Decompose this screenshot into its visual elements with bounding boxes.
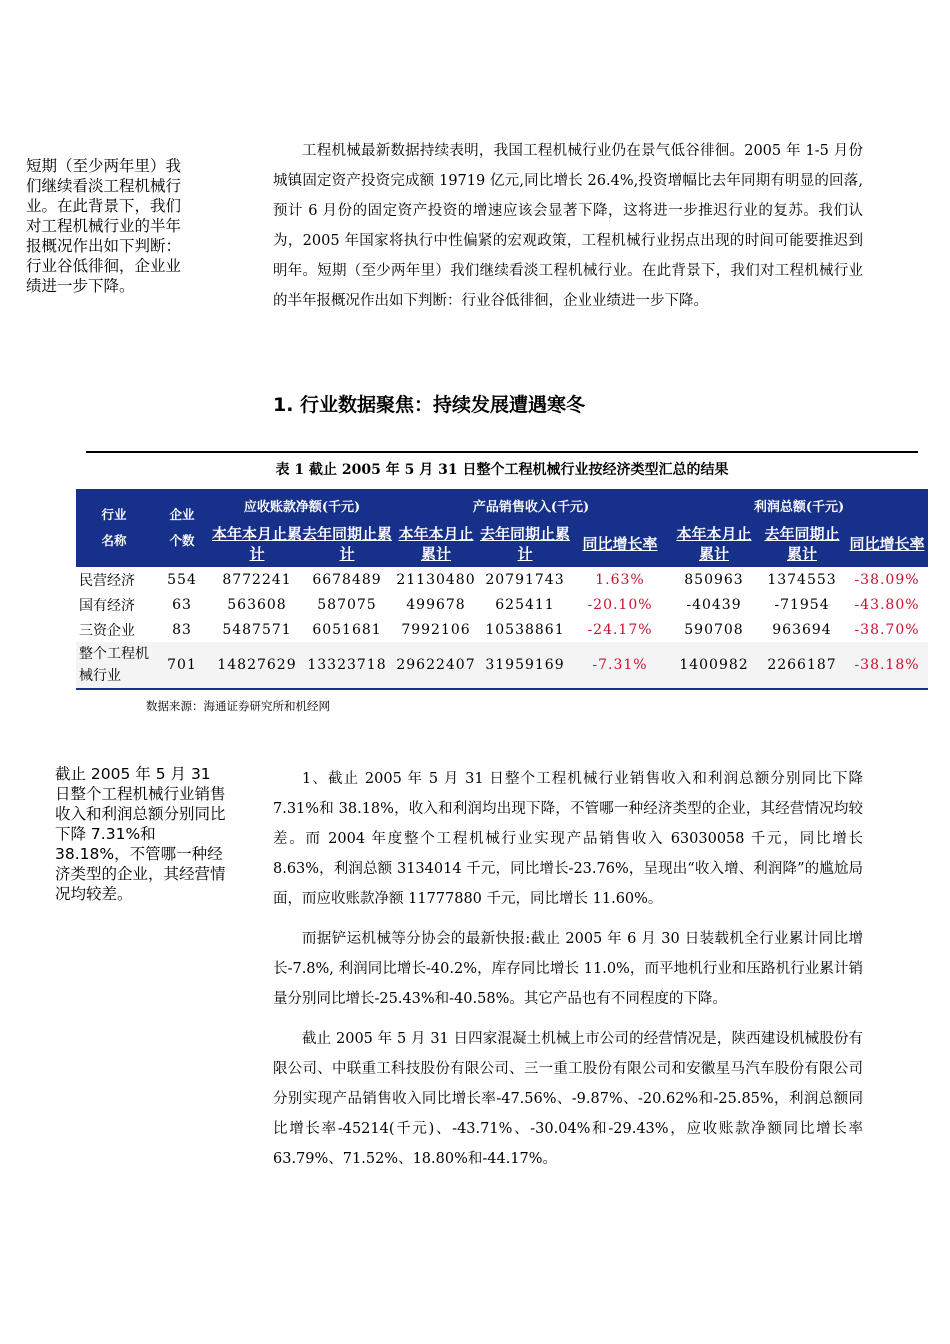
cell-count: 63 [172, 596, 192, 613]
cell-ar-current: 563608 [227, 596, 287, 613]
cell-profit-current: 590708 [684, 621, 744, 638]
cell-ar-current: 5487571 [222, 621, 292, 638]
table-row [76, 567, 928, 592]
cell-count: 554 [167, 571, 197, 588]
cell-sales-current: 499678 [406, 596, 466, 613]
cell-profit-yoy: -38.09% [854, 571, 920, 588]
header-sales-prior: 去年同期止累计 [480, 521, 570, 567]
table-row-total [76, 642, 928, 689]
cell-ar-current: 8772241 [222, 571, 292, 588]
cell-profit-current: -40439 [686, 596, 742, 613]
cell-ar-prior: 6678489 [312, 571, 382, 588]
cell-name: 国有经济 [79, 597, 135, 614]
header-sales-current: 本年本月止累计 [392, 521, 480, 567]
cell-name: 三资企业 [79, 622, 135, 639]
cell-profit-current: 850963 [684, 571, 744, 588]
table-source: 数据来源：海通证券研究所和机经网 [146, 699, 330, 713]
cell-name: 整个工程机械行业 [76, 642, 152, 689]
table-row [76, 592, 928, 617]
cell-name: 民营经济 [79, 572, 135, 589]
cell-profit-current: 1400982 [670, 642, 758, 689]
industry-summary-table [76, 489, 928, 690]
cell-profit-yoy: -38.18% [846, 642, 928, 689]
sidebar-summary-note: 短期（至少两年里）我们继续看淡工程机械行业。在此背景下，我们对工程机械行业的半年报概况作出如下判断：行业谷低徘徊，企业业绩进一步下降。 [26, 157, 182, 295]
cell-count: 701 [152, 642, 212, 689]
cell-ar-current: 14827629 [212, 642, 302, 689]
cell-profit-prior: 963694 [772, 621, 832, 638]
cell-sales-prior: 10538861 [485, 621, 565, 638]
cell-sales-yoy: -7.31% [570, 642, 670, 689]
cell-sales-current: 21130480 [396, 571, 476, 588]
cell-profit-yoy: -43.80% [854, 596, 920, 613]
header-profit-prior: 去年同期止累计 [758, 521, 846, 567]
cell-sales-prior: 31959169 [480, 642, 570, 689]
cell-profit-prior: 2266187 [758, 642, 846, 689]
table-header-row [76, 489, 928, 521]
cell-sales-yoy: -20.10% [587, 596, 653, 613]
intro-paragraph: 工程机械最新数据持续表明，我国工程机械行业仍在景气低谷徘徊。2005 年 1-5 月份城镇固定资产投资完成额 19719 亿元,同比增长 26.4%,投资增幅比去年同期有明显的回落,预计 6 月份的固定资产投资的增速应该会显著下降，这将进一步推迟行业的复苏。我们认为，2005 年国家将执行中性偏紧的宏观政策，工程机械行业拐点出现的时间可能要推迟到明年。短期（至少两年里）我们继续看淡工程机械行业。在此背景下，我们对工程机械行业的半年报概况作出如下判断：行业谷低徘徊，企业业绩进一步下降。 [273, 143, 863, 309]
header-group-receivable: 应收账款净额(千元) [212, 489, 392, 521]
analysis-paragraph-3: 截止 2005 年 5 月 31 日四家混凝土机械上市公司的经营情况是，陕西建设机械股份有限公司、中联重工科技股份有限公司、三一重工股份有限公司和安徽星马汽车股份有限公司分别实现产品销售收入同比增长率-47.56%、-9.87%、-20.62%和-25.85%，利润总额同比增长率-45214(千元)、-43.71%、-30.04%和-29.43%，应收账款净额同比增长率 63.79%、71.52%、18.80%和-44.17%。 [273, 1031, 863, 1167]
table-top-rule [86, 451, 918, 453]
cell-sales-prior: 20791743 [485, 571, 565, 588]
header-ar-current: 本年本月止累计 [212, 521, 302, 567]
cell-sales-current: 29622407 [392, 642, 480, 689]
cell-count: 83 [172, 621, 192, 638]
header-profit-current: 本年本月止累计 [670, 521, 758, 567]
header-ar-prior: 去年同期止累计 [302, 521, 392, 567]
header-group-sales: 产品销售收入(千元) [392, 489, 670, 521]
table-title: 表 1 截止 2005 年 5 月 31 日整个工程机械行业按经济类型汇总的结果 [275, 462, 729, 478]
header-companies: 企业 个数 [152, 489, 212, 567]
header-industry: 行业 名称 [76, 489, 152, 567]
analysis-paragraph-1: 1、截止 2005 年 5 月 31 日整个工程机械行业销售收入和利润总额分别同比下降 7.31%和 38.18%，收入和利润均出现下降，不管哪一种经济类型的企业，其经营情况均较差。而 2004 年度整个工程机械行业实现产品销售收入 63030058 千元，同比增长 8.63%，利润总额 3134014 千元，同比增长-23.76%，呈现出“收入增、利润降”的尴尬局面，而应收账款净额 11777880 千元，同比增长 11.60%。 [273, 771, 863, 907]
header-sales-yoy: 同比增长率 [570, 521, 670, 567]
cell-sales-prior: 625411 [495, 596, 555, 613]
intro-section [273, 136, 863, 316]
sidebar-key-finding-note: 截止 2005 年 5 月 31 日整个工程机械行业销售收入和利润总额分别同比下降 7.31%和 38.18%，不管哪一种经济类型的企业，其经营情况均较差。 [55, 765, 226, 903]
header-profit-yoy: 同比增长率 [846, 521, 928, 567]
cell-ar-prior: 587075 [317, 596, 377, 613]
cell-profit-yoy: -38.70% [854, 621, 920, 638]
cell-ar-prior: 6051681 [312, 621, 382, 638]
cell-profit-prior: 1374553 [767, 571, 837, 588]
analysis-section [273, 764, 863, 1184]
analysis-paragraph-2: 而据铲运机械等分协会的最新快报:截止 2005 年 6 月 30 日装载机全行业累计同比增长-7.8%, 利润同比增长-40.2%，库存同比增长 11.0%，而平地机行业和压路机行业累计销量分别同比增长-25.43%和-40.58%。其它产品也有不同程度的下降。 [273, 931, 863, 1007]
cell-profit-prior: -71954 [774, 596, 830, 613]
table-row [76, 617, 928, 642]
cell-sales-current: 7992106 [401, 621, 471, 638]
header-group-profit: 利润总额(千元) [670, 489, 928, 521]
section-heading: 1. 行业数据聚焦：持续发展遭遇寒冬 [273, 394, 586, 416]
cell-sales-yoy: -24.17% [587, 621, 653, 638]
cell-ar-prior: 13323718 [302, 642, 392, 689]
cell-sales-yoy: 1.63% [595, 571, 645, 588]
